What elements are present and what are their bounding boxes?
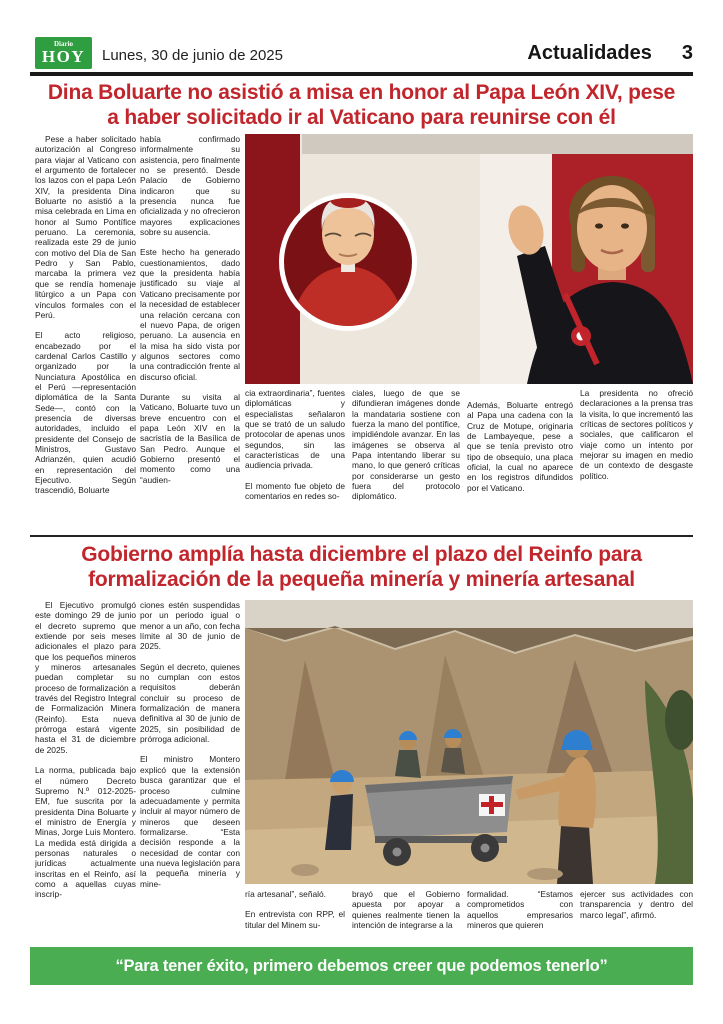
paragraph: Durante su visita al Vaticano, Boluarte tuvo un breve encuentro con el papa León XIV en la sacristía de la Basílica de San Pedro. Aunque el Gobierno presentó el momento como una “audien- [140,391,240,485]
logo-main-text: HOY [41,47,86,66]
diario-hoy-logo [35,37,92,69]
article2-photo [245,600,693,884]
article2-column-5 [467,889,573,947]
article2-headline: Gobierno amplía hasta diciembre el plazo del Reinfo para formalización de la pequeña minería y minería artesanal [81,543,642,591]
header-rule [30,72,693,76]
page-number: 3 [681,42,693,64]
article2-column-6 [580,889,693,947]
article2-column-2 [140,600,240,940]
footer-quote-text: “Para tener éxito, primero debemos creer que podemos tenerlo” [115,956,608,975]
section-header [527,42,693,65]
pope-inset-photo [279,192,417,331]
paragraph: ejercer sus actividades con transparencia y dentro del marco legal”, afirmó. [580,889,693,920]
article1-headline: Dina Boluarte no asistió a misa en honor al Papa León XIV, pese a haber solicitado ir al Vaticano para reunirse con él [47,81,676,129]
footer-quote-bar [30,947,693,985]
section-title: Actualidades [527,42,652,64]
paragraph: Pese a haber solicitado autorización al Congreso para viajar al Vaticano con el argumento de fortalecer los lazos con el papa León XIV, la presidenta Dina Boluarte no asistió a la misa celebrada en Lima en honor al Sumo Pontífice peruano. La ceremonia, realizada este 29 de junio con motivo del Día de San Pedro y San Pablo, marcaba la primera vez que se rendía homenaje litúrgico a un Papa con vínculos formales con el Perú. [35,134,136,320]
article2-column-1 [35,600,136,940]
paragraph: cia extraordinaria”, fuentes diplomáticas y especialistas señalaron que se trató de un saludo protocolar de apenas unos segundos, sin las características de una audiencia privada. [245,388,345,471]
article2-column-4 [352,889,460,947]
article1-column-6 [580,388,693,534]
paragraph: Este hecho ha generado cuestionamientos, dado que la presidenta había justificado su viaje al Vaticano precisamente por la necesidad de establecer una relación cercana con el nuevo Papa, de origen peruano. La ausencia en la misa ha sido vista por algunos sectores como una contradicción frente al discurso oficial. [140,247,240,382]
paragraph: formalidad. “Estamos comprometidos con aquellos empresarios mineros que quieren [467,889,573,931]
paragraph: Según el decreto, quienes no cumplan con estos requisitos deberán concluir su proceso de formalización de manera definitiva al 30 de junio de 2025, sin posibilidad de prórroga adicional. [140,661,240,745]
paragraph: El ministro Montero explicó que la extensión busca garantizar que el proceso culmine adecuadamente y permita incluir al mayor número de mineros que deseen formalizarse. “Esta decisión responde a la necesidad de contar con una nueva legislación para la pequeña minería y mine- [140,754,240,889]
paragraph: ría artesanal”, señaló. [245,889,327,899]
article1-column-2 [140,134,240,532]
paragraph: Además, Boluarte entregó al Papa una cadena con la Cruz de Motupe, originaria de Lambayeque, pese a que se tenía previsto otro tipo de obsequio, una placa oficial, la cual no aparece en los registros difundidos por el Vaticano. [467,400,573,493]
article-divider-rule [30,535,693,537]
paragraph: El acto religioso, encabezado por el cardenal Carlos Castillo y organizado por la Nunciatura Apostólica en el Perú —representación diplomática de la Santa Sede—, contó con la presencia de diversas autoridades, incluido el presidente del Consejo de Ministros, Gustavo Adrianzén, quien acudió en representación del Ejecutivo. Según trascendió, Boluarte [35,330,136,496]
logo-top-text: Diario [53,40,74,48]
article1-column-1 [35,134,136,532]
article2-column-3 [245,889,345,947]
paragraph: ciales, luego de que se difundieran imágenes donde la mandataria sostiene con fuerza la mano del pontífice, impidiéndole avanzar. En las imágenes se observa al Papa intentando liberar su mano, lo que generó críticas por considerarse un gesto fuera del protocolo diplomático. [352,388,460,502]
article1-column-4 [352,388,460,534]
paragraph: El Ejecutivo promulgó este domingo 29 de junio el decreto supremo que extiende por seis meses adicionales el plazo para que los pequeños mineros y mineros artesanales puedan completar su proceso de formalización a través del Registro Integral de Formalización Minera (Reinfo). Esta nueva prórroga estará vigente hasta el 31 de diciembre de 2025. [35,600,136,755]
paragraph: había confirmado informalmente su asistencia, pero finalmente no se presentó. Desde Palacio de Gobierno indicaron que su presencia nunca fue oficializada y no ofrecieron mayores explicaciones sobre su ausencia. [140,134,240,238]
date-line: Lunes, 30 de junio de 2025 [102,47,283,64]
article1-column-3 [245,388,345,534]
paragraph: La presidenta no ofreció declaraciones a la prensa tras la visita, lo que incrementó las críticas de sectores políticos y sociales, que calificaron el viaje como un intento por mejorar su imagen en medio de un contexto de desgaste político. [580,388,693,481]
article1-photo [245,134,693,384]
paragraph: ciones estén suspendidas por un periodo igual o menor a un año, con fecha límite al 30 de junio de 2025. [140,600,240,652]
paragraph: La norma, publicada bajo el número Decreto Supremo N.º 012-2025-EM, fue suscrita por la presidenta Dina Boluarte y el ministro de Energía y Minas, Jorge Luis Montero. La medida está dirigida a personas naturales o jurídicas actualmente inscritas en el Reinfo, así como a aquellas cuyas inscrip- [35,765,136,900]
paragraph: brayó que el Gobierno apuesta por apoyar a quienes realmente tienen la intención de integrarse a la [352,889,460,931]
paragraph: El momento fue objeto de comentarios en redes so- [245,480,345,502]
article1-column-5 [467,388,573,546]
paragraph: En entrevista con RPP, el titular del Minem su- [245,909,345,930]
